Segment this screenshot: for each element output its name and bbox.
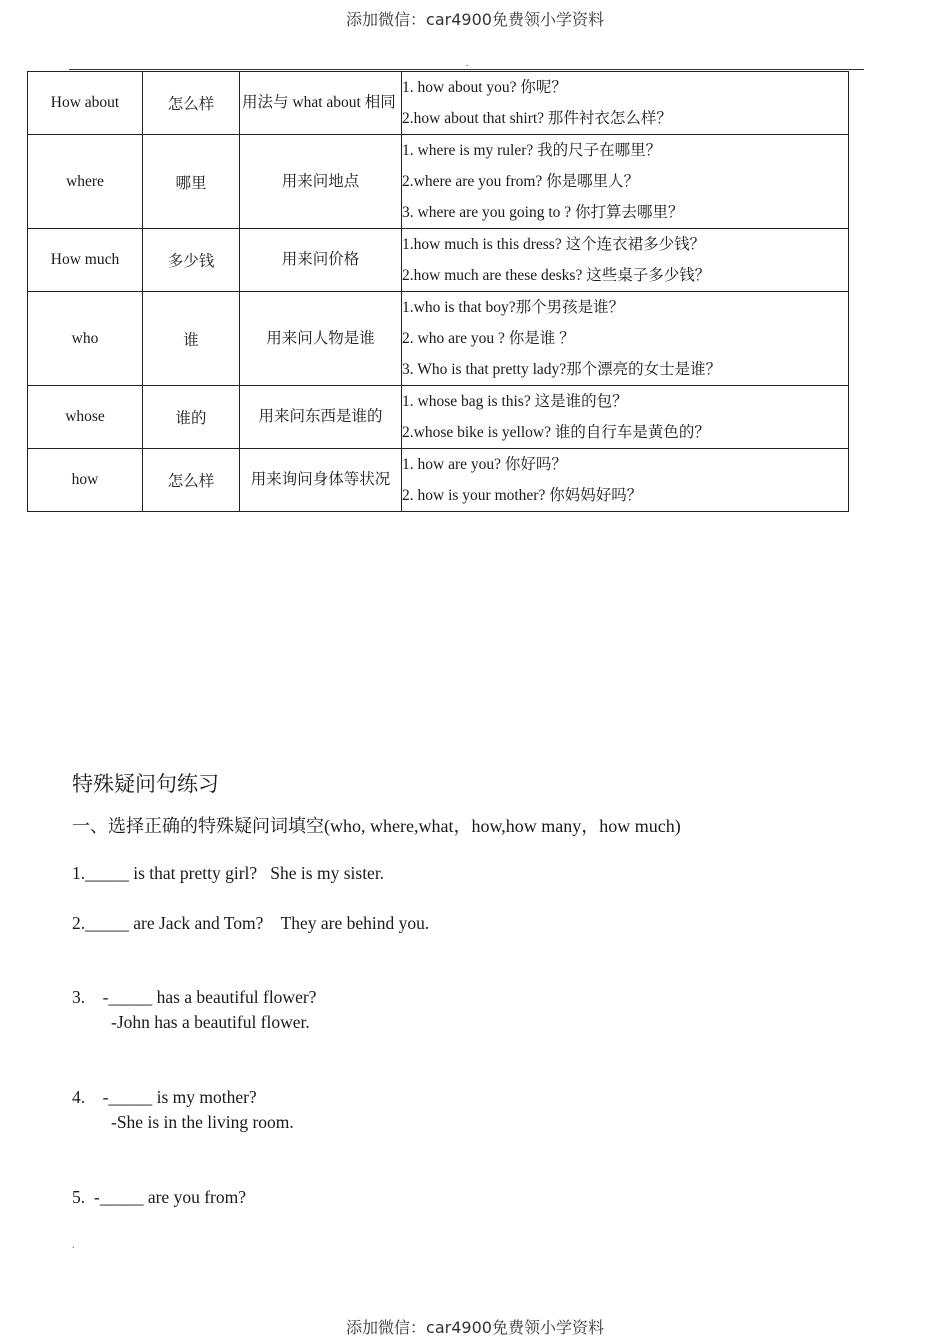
examples-cell bbox=[402, 292, 849, 386]
example-line: 1. where is my ruler? 我的尺子在哪里？ bbox=[402, 142, 662, 159]
question-4: 4. -_____ is my mother? bbox=[72, 1087, 257, 1107]
example-line: 1.how much is this dress? 这个连衣裙多少钱？ bbox=[402, 236, 706, 253]
meaning-cell: 怎么样 bbox=[143, 449, 240, 512]
example-line: 2.where are you from? 你是哪里人？ bbox=[402, 173, 640, 190]
usage-cell: 用来问价格 bbox=[240, 229, 402, 292]
question-word-table bbox=[27, 71, 849, 512]
table-row bbox=[28, 449, 849, 512]
example-line: 1. how about you? 你呢？ bbox=[402, 79, 567, 96]
example-line: 1. how are you? 你好吗？ bbox=[402, 456, 567, 473]
usage-cell: 用来询问身体等状况 bbox=[240, 449, 402, 512]
example-line: 2.how much are these desks? 这些桌子多少钱？ bbox=[402, 267, 711, 284]
exercise-instruction: 一、选择正确的特殊疑问词填空(who, where,what，how,how many，how much) bbox=[72, 816, 681, 836]
example-line: 2. how is your mother? 你妈妈好吗？ bbox=[402, 487, 643, 504]
example-line: 1.who is that boy?那个男孩是谁？ bbox=[402, 299, 625, 316]
header-dot: . bbox=[466, 58, 469, 69]
table-row bbox=[28, 135, 849, 229]
meaning-cell: 谁的 bbox=[143, 386, 240, 449]
example-line: 3. Who is that pretty lady?那个漂亮的女士是谁？ bbox=[402, 361, 722, 378]
word-cell: How about bbox=[28, 72, 143, 135]
examples-cell bbox=[402, 386, 849, 449]
meaning-cell: 谁 bbox=[143, 292, 240, 386]
meaning-cell: 怎么样 bbox=[143, 72, 240, 135]
examples-cell bbox=[402, 72, 849, 135]
example-line: 3. where are you going to ? 你打算去哪里？ bbox=[402, 204, 684, 221]
examples-cell bbox=[402, 229, 849, 292]
answer-3: -John has a beautiful flower. bbox=[111, 1012, 310, 1032]
word-cell: where bbox=[28, 135, 143, 229]
word-cell: who bbox=[28, 292, 143, 386]
word-cell: How much bbox=[28, 229, 143, 292]
example-line: 2.whose bike is yellow? 谁的自行车是黄色的？ bbox=[402, 424, 710, 441]
meaning-cell: 多少钱 bbox=[143, 229, 240, 292]
meaning-cell: 哪里 bbox=[143, 135, 240, 229]
usage-cell: 用来问东西是谁的 bbox=[240, 386, 402, 449]
example-line: 1. whose bag is this? 这是谁的包？ bbox=[402, 393, 628, 410]
exercise-title: 特殊疑问句练习 bbox=[72, 772, 219, 796]
question-1: 1._____ is that pretty girl? She is my sister. bbox=[72, 863, 385, 883]
example-line: 2.how about that shirt? 那件衬衣怎么样？ bbox=[402, 110, 672, 127]
watermark-top: 添加微信：car4900免费领小学资料 bbox=[346, 10, 604, 29]
table-row bbox=[28, 229, 849, 292]
word-cell: how bbox=[28, 449, 143, 512]
word-cell: whose bbox=[28, 386, 143, 449]
usage-cell: 用来问地点 bbox=[240, 135, 402, 229]
table-row bbox=[28, 386, 849, 449]
usage-cell: 用来问人物是谁 bbox=[240, 292, 402, 386]
question-3: 3. -_____ has a beautiful flower? bbox=[72, 987, 317, 1007]
examples-cell bbox=[402, 135, 849, 229]
table-row bbox=[28, 292, 849, 386]
examples-cell bbox=[402, 449, 849, 512]
answer-4: -She is in the living room. bbox=[111, 1112, 294, 1132]
usage-cell: 用法与 what about 相同 bbox=[240, 72, 402, 135]
question-5: 5. -_____ are you from? bbox=[72, 1187, 246, 1207]
example-line: 2. who are you ? 你是谁 ？ bbox=[402, 330, 575, 347]
table-row bbox=[28, 72, 849, 135]
watermark-bottom: 添加微信：car4900免费领小学资料 bbox=[346, 1318, 604, 1337]
faded-header-text bbox=[370, 24, 580, 32]
question-2: 2._____ are Jack and Tom? They are behind you. bbox=[72, 913, 430, 933]
end-dot: . bbox=[72, 1240, 75, 1251]
header-rule bbox=[69, 69, 864, 70]
